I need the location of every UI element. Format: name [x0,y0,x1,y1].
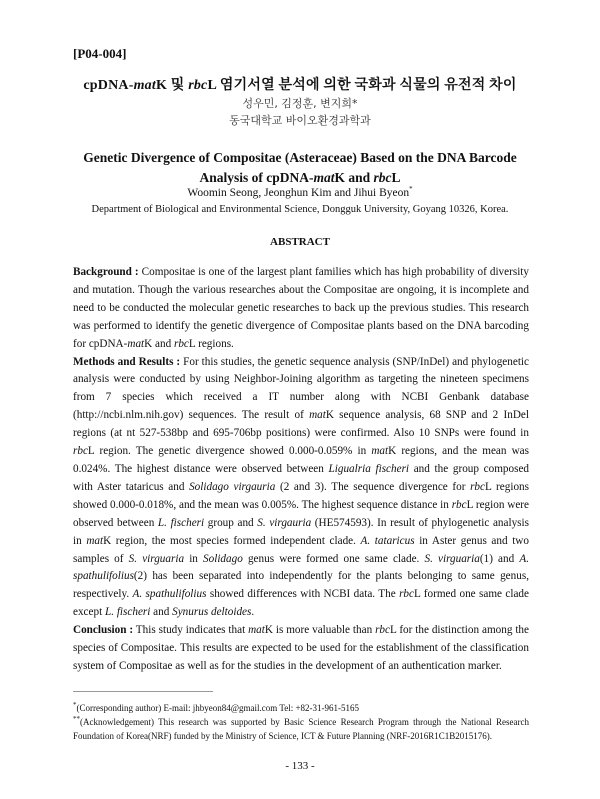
english-authors: Woomin Seong, Jeonghun Kim and Jihui Byeon* [187,185,413,199]
english-title: Genetic Divergence of Compositae (Asteraceae) Based on the DNA Barcode Analysis of cpDNA-matK and rbcL [83,150,517,185]
poster-code: [P04-004] [73,46,127,61]
abstract-body [73,264,529,676]
footnote-divider [73,691,213,692]
page-number: - 133 - [285,760,315,772]
methods-paragraph: Methods and Results : For this studies, the genetic sequence analysis (SNP/InDel) and phylogenetic analysis were conducted by using Neighbor-Joining algorithm as targeting the nineteen specimens from 7 species which received a IT number along with NCBI Genbank database (http://ncbi.nlm.nih.gov) sequences. The result of matK sequence analysis, 68 SNP and 2 InDel regions (at nt 527-538bp and 695-706bp positions) were confirmed. Also 10 SNPs were found in rbcL region. The genetic divergence showed 0.000-0.059% in matK regions, and the mean was 0.024%. The highest distance were observed between Ligualria fischeri and the group composed with Aster tataricus and Solidago virgauria (2 and 3). The sequence divergence for rbcL regions showed 0.000-0.018%, and the mean was 0.005%. The highest sequence distance in rbcL region were observed between L. fischeri group and S. virgauria (HE574593). In result of phylogenetic analysis in matK region, the most species formed independent clade. A. tataricus in Aster genus and two samples of S. virguaria in Solidago genus were formed one same clade. S. virguaria(1) and A. spathulifolius(2) has been separated into independently for the plants belonging to same genus, respectively. A. spathulifolius showed differences with NCBI data. The rbcL formed one same clade except L. fischeri and Synurus deltoides. [73,355,530,619]
korean-title: cpDNA-matK 및 rbcL 염기서열 분석에 의한 국화과 식물의 유전적 차이 [83,78,517,93]
korean-authors: 성우민, 김정훈, 변지희* [242,97,358,110]
footnote-acknowledgement: **(Acknowledgement) This research was supported by Basic Science Research Program through the National Research Foundation of Korea(NRF) funded by the Ministry of Science, ICT & Future Planning (NRF-2016R1C1B2015176). [73,715,529,741]
abstract-heading: ABSTRACT [270,236,330,248]
english-affiliation: Department of Biological and Environmental Science, Dongguk University, Goyang 10326, Korea. [91,204,509,215]
korean-affiliation: 동국대학교 바이오환경과학과 [229,114,371,127]
background-paragraph: Background : Compositae is one of the largest plant families which has high probability of diversity and mutation. Though the various researches about the Compositae are ongoing, it is incomplete and need to be conducted the molecular genetic researches to back up the previous studies. This research was performed to identify the genetic divergence of Compositae plants based on the DNA barcoding for cpDNA-matK and rbcL regions. [73,266,530,350]
footnote-corresponding: *(Corresponding author) E-mail: jhbyeon84@gmail.com Tel: +82-31-961-5165 [73,701,360,713]
conclusion-paragraph: Conclusion : This study indicates that matK is more valuable than rbcL for the distinction among the species of Compositae. This results are expected to be used for the establishment of the classification system of Compositae as well as for the studies in the development of an authentication marker. [73,624,529,672]
